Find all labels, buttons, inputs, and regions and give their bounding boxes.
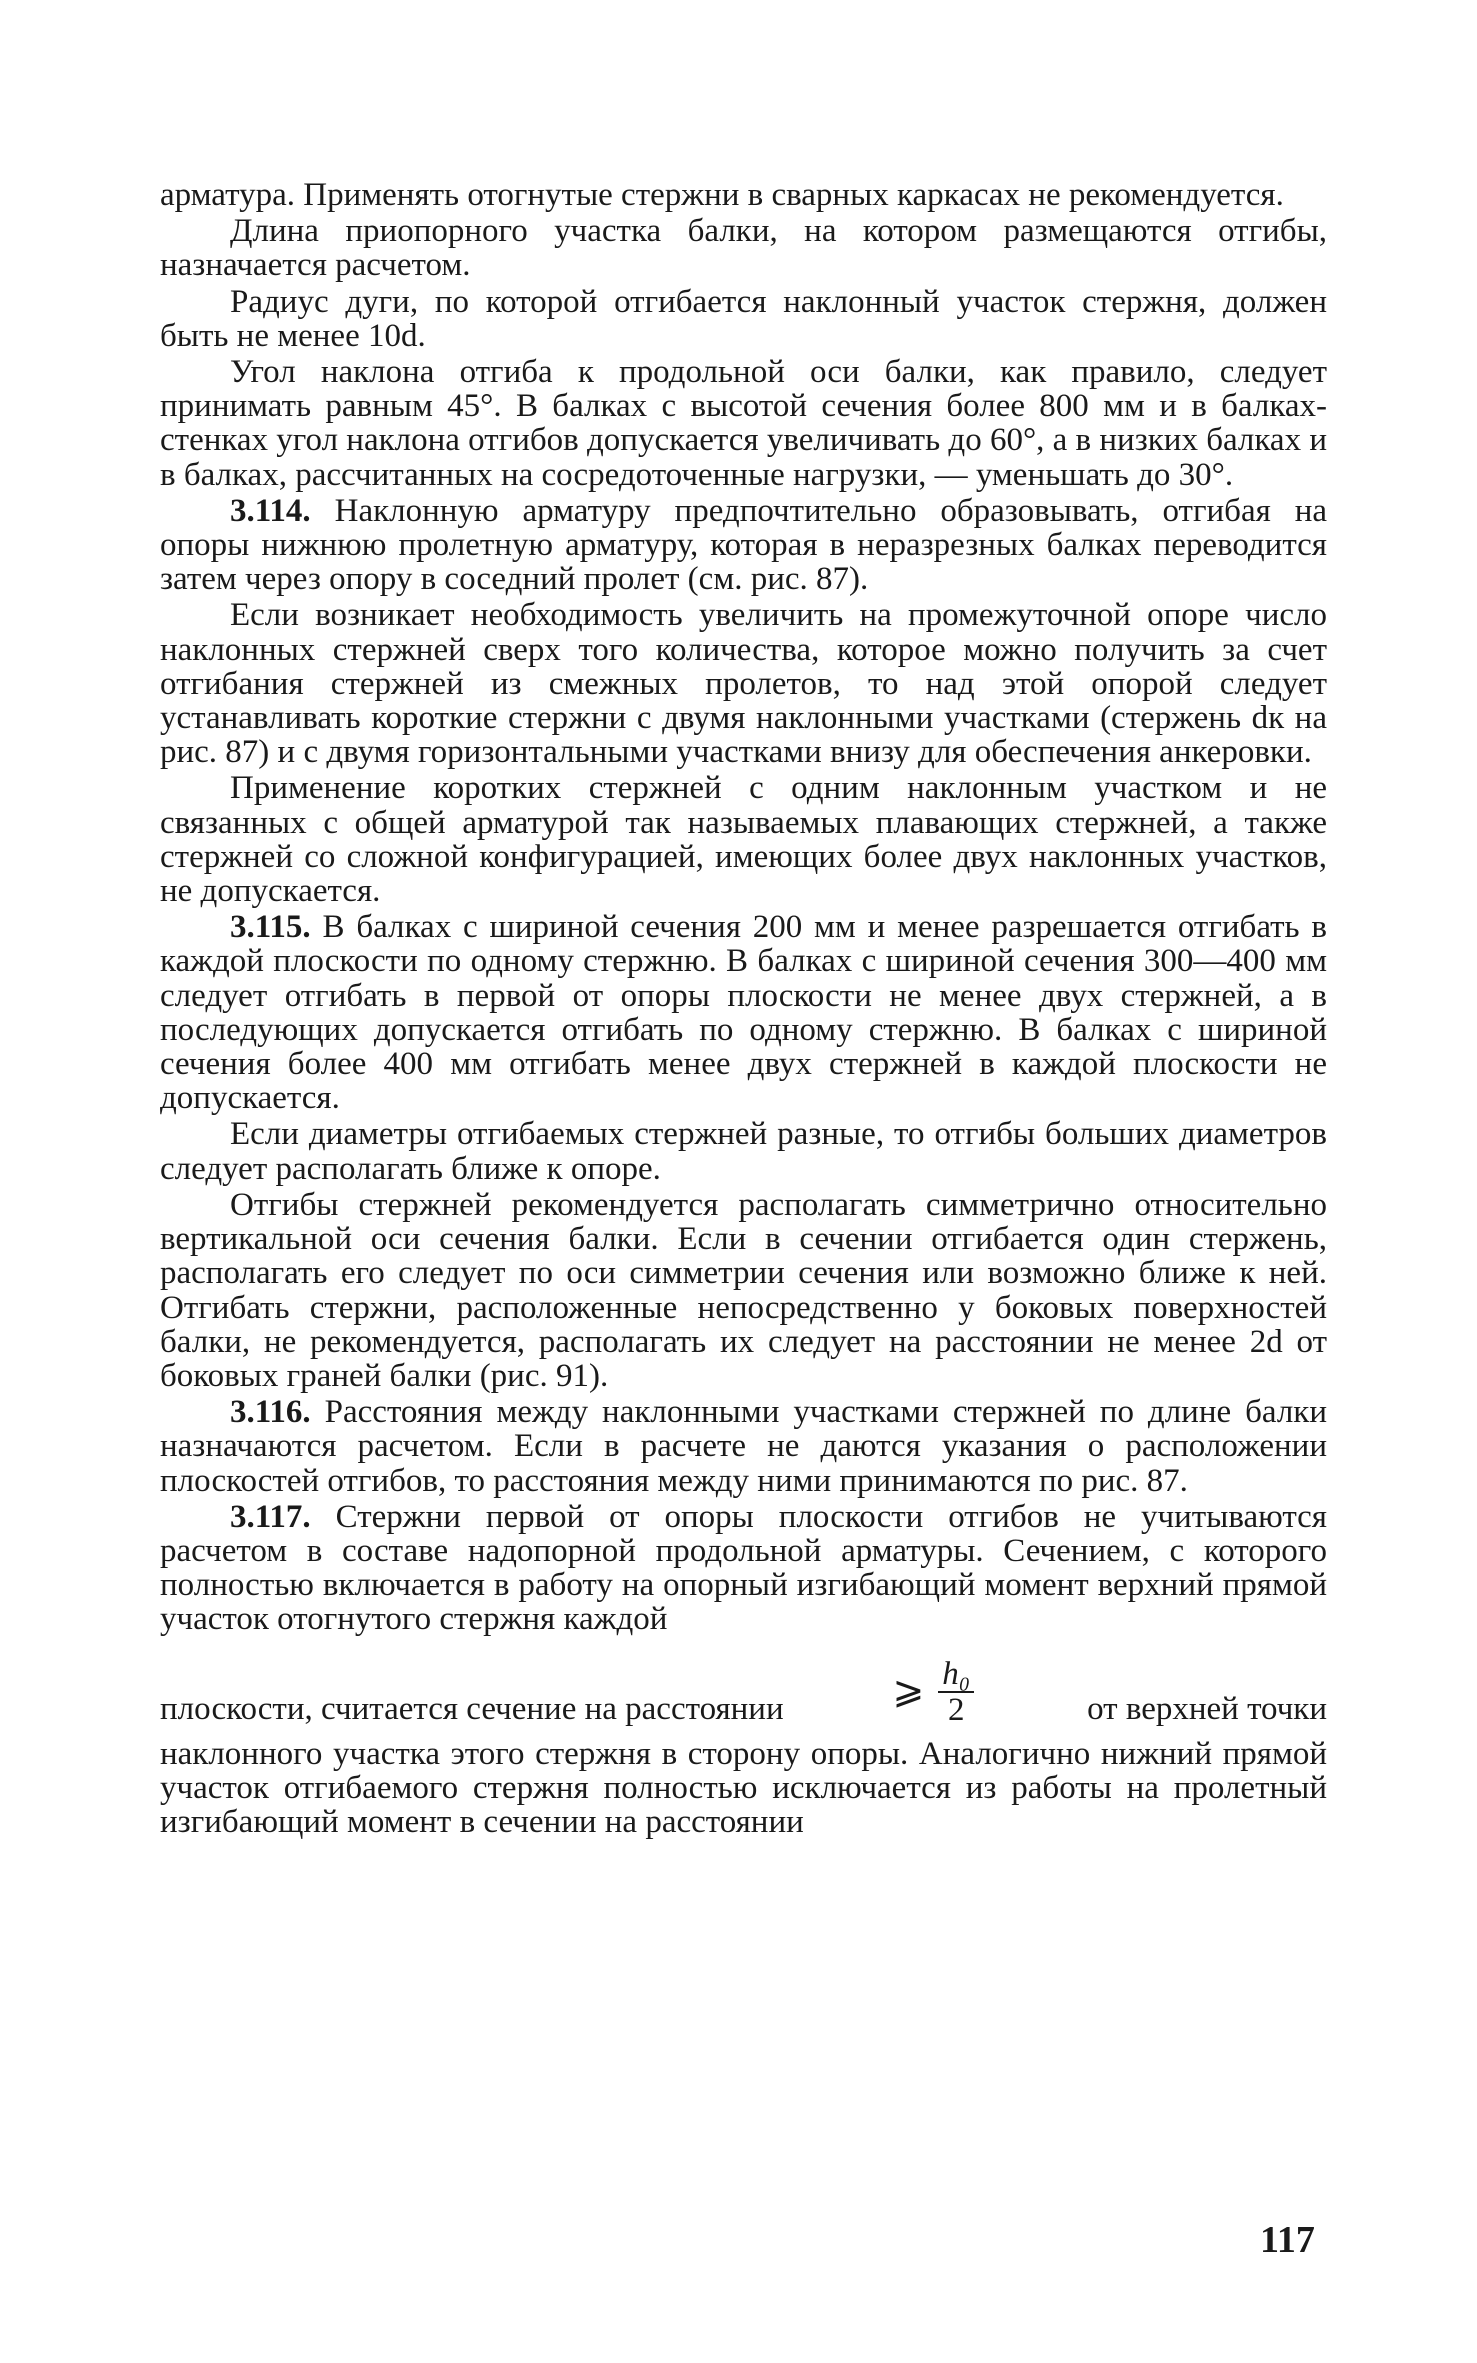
paragraph-1: арматура. Применять отогнутые стержни в сварных каркасах не рекомендуется. — [160, 177, 1284, 213]
section-number: 3.117. — [230, 1498, 311, 1535]
page-number: 117 — [1260, 2219, 1315, 2261]
paragraph-9: Если диаметры отгибаемых стержней разные, то отгибы больших диаметров следует располагать ближе к опоре. — [160, 1116, 1327, 1187]
formula — [892, 1657, 978, 1727]
formula-before-text: плоскости, считается сечение на расстоянии — [160, 1691, 784, 1728]
paragraph-2: Длина приопорного участка балки, на котором размещаются отгибы, назначается расчетом. — [160, 213, 1327, 284]
fraction-numerator: h₀ — [938, 1657, 974, 1693]
paragraph-text: Расстояния между наклонными участками стержней по длине балки назначаются расчетом. Если в расчете не даются указания о расположении плоскостей отгибов, то расстояния между ними принимаются по рис. 87. — [160, 1394, 1327, 1499]
paragraph-3: Радиус дуги, по которой отгибается наклонный участок стержня, должен быть не менее 10d. — [160, 283, 1327, 354]
section-number: 3.116. — [230, 1394, 311, 1431]
geq-symbol: ⩾ — [892, 1670, 925, 1713]
fraction — [938, 1657, 974, 1727]
fraction-denominator: 2 — [948, 1691, 965, 1728]
paragraph-text: Наклонную арматуру предпочтительно образовывать, отгибая на опоры нижнюю пролетную арматуру, которая в неразрезных балках переводится затем через опору в соседний пролет (см. рис. 87). — [160, 492, 1327, 598]
formula-line — [160, 1653, 1327, 1727]
paragraph-closing: наклонного участка этого стержня в сторону опоры. Аналогично нижний прямой участок отгибаемого стержня полностью исключается из работы на пролетный изгибающий момент в сечении на расстоянии — [160, 1735, 1327, 1840]
paragraph-8 — [160, 910, 1327, 1115]
paragraph-text: Стержни первой от опоры плоскости отгибов не учитываются расчетом в составе надопорной продольной арматуры. Сечением, с которого полностью включается в работу на опорный изгибающий момент верхний прямой участок отогнутого стержня каждой — [160, 1498, 1327, 1638]
paragraph-12 — [160, 1500, 1327, 1637]
paragraph-5 — [160, 494, 1327, 597]
section-number: 3.114. — [230, 492, 311, 529]
paragraph-text: В балках с шириной сечения 200 мм и менее разрешается отгибать в каждой плоскости по одному стержню. В балках с шириной сечения 300—400 мм следует отгибать в первой от опоры плоскости не менее двух стержней, а в последующих допускается отгибать по одному стержню. В балках с шириной сечения более 400 мм отгибать менее двух стержней в каждой плоскости не допускается. — [160, 909, 1327, 1117]
formula-after-text: от верхней точки — [1087, 1691, 1327, 1728]
paragraph-4: Угол наклона отгиба к продольной оси балки, как правило, следует принимать равным 45°. В балках с высотой сечения более 800 мм и в балках-стенках угол наклона отгибов допускается увеличивать до 60°, а в низких балках и в балках, рассчитанных на сосредоточенные нагрузки, — уменьшать до 30°. — [160, 354, 1327, 493]
paragraph-7: Применение коротких стержней с одним наклонным участком и не связанных с общей арматурой так называемых плавающих стержней, а также стержней со сложной конфигурацией, имеющих более двух наклонных участков, не допускается. — [160, 770, 1327, 910]
page-body — [160, 178, 1327, 1841]
paragraph-6: Если возникает необходимость увеличить на промежуточной опоре число наклонных стержней сверх того количества, которое можно получить за счет отгибания стержней из смежных пролетов, то над этой опорой следует устанавливать короткие стержни с двумя наклонными участками (стержень dк на рис. 87) и с двумя горизонтальными участками внизу для обеспечения анкеровки. — [160, 597, 1327, 771]
paragraph-10: Отгибы стержней рекомендуется располагать симметрично относительно вертикальной оси сечения балки. Если в сечении отгибается один стержень, располагать его следует по оси симметрии сечения или возможно ближе к ней. Отгибать стержни, расположенные непосредственно у боковых поверхностей балки, не рекомендуется, располагать их следует на расстоянии не менее 2d от боковых граней балки (рис. 91). — [160, 1186, 1327, 1394]
paragraph-11 — [160, 1395, 1327, 1498]
section-number: 3.115. — [230, 909, 311, 946]
